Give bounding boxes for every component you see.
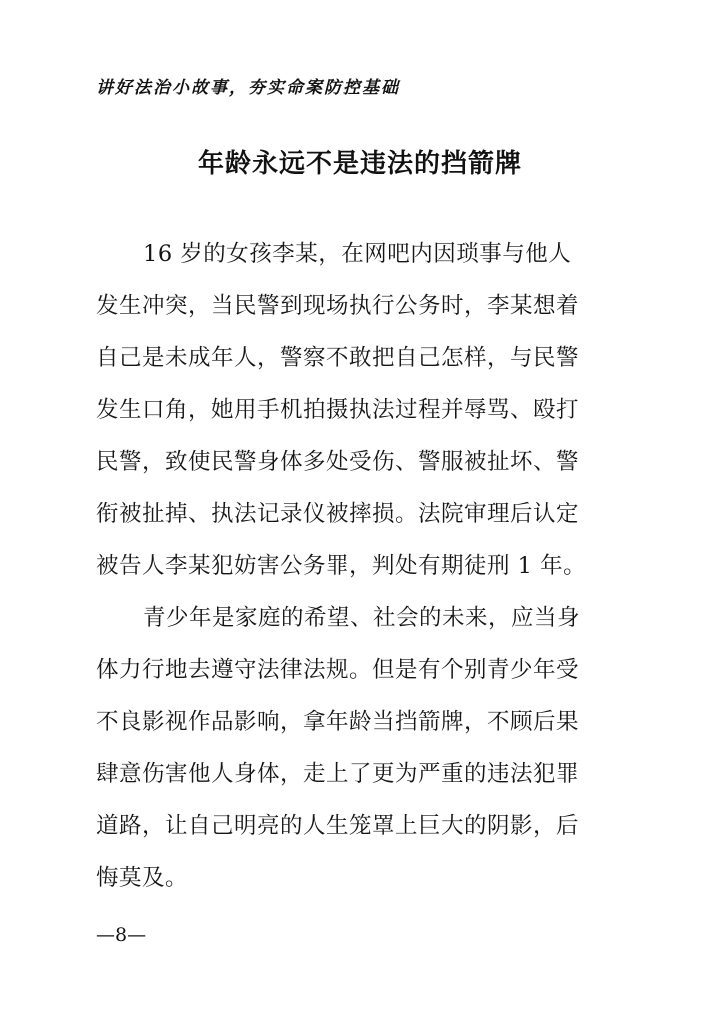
- paragraph-line: 不良影视作品影响，拿年龄当挡箭牌，不顾后果: [96, 709, 580, 735]
- paragraph-line: 青少年是家庭的希望、社会的未来，应当身: [143, 605, 581, 631]
- paragraph-line: 衔被扯掉、执法记录仪被摔损。法院审理后认定: [96, 501, 580, 527]
- paragraph-line: 被告人李某犯妨害公务罪，判处有期徒刑 1 年。: [96, 553, 587, 579]
- paragraph-line: 发生口角，她用手机拍摄执法过程并辱骂、殴打: [96, 397, 580, 423]
- paragraph-line: 自己是未成年人，警察不敢把自己怎样，与民警: [96, 345, 580, 371]
- paragraph-line: 肆意伤害他人身体，走上了更为严重的违法犯罪: [96, 761, 580, 787]
- page-number: —8—: [96, 924, 147, 946]
- running-header: 讲好法治小故事，夯实命案防控基础: [96, 78, 400, 98]
- paragraph-line: 发生冲突，当民警到现场执行公务时，李某想着: [96, 293, 580, 319]
- paragraph-1: [96, 228, 636, 592]
- paragraph-2: [96, 592, 636, 904]
- paragraph-line: 悔莫及。: [96, 865, 189, 891]
- paragraph-line: 道路，让自己明亮的人生笼罩上巨大的阴影，后: [96, 813, 580, 839]
- paragraph-line: 体力行地去遵守法律法规。但是有个别青少年受: [96, 657, 580, 683]
- article-title: 年龄永远不是违法的挡箭牌: [197, 149, 522, 179]
- paragraph-line: 16 岁的女孩李某，在网吧内因琐事与他人: [143, 241, 572, 267]
- paragraph-line: 民警，致使民警身体多处受伤、警服被扯坏、警: [96, 449, 580, 475]
